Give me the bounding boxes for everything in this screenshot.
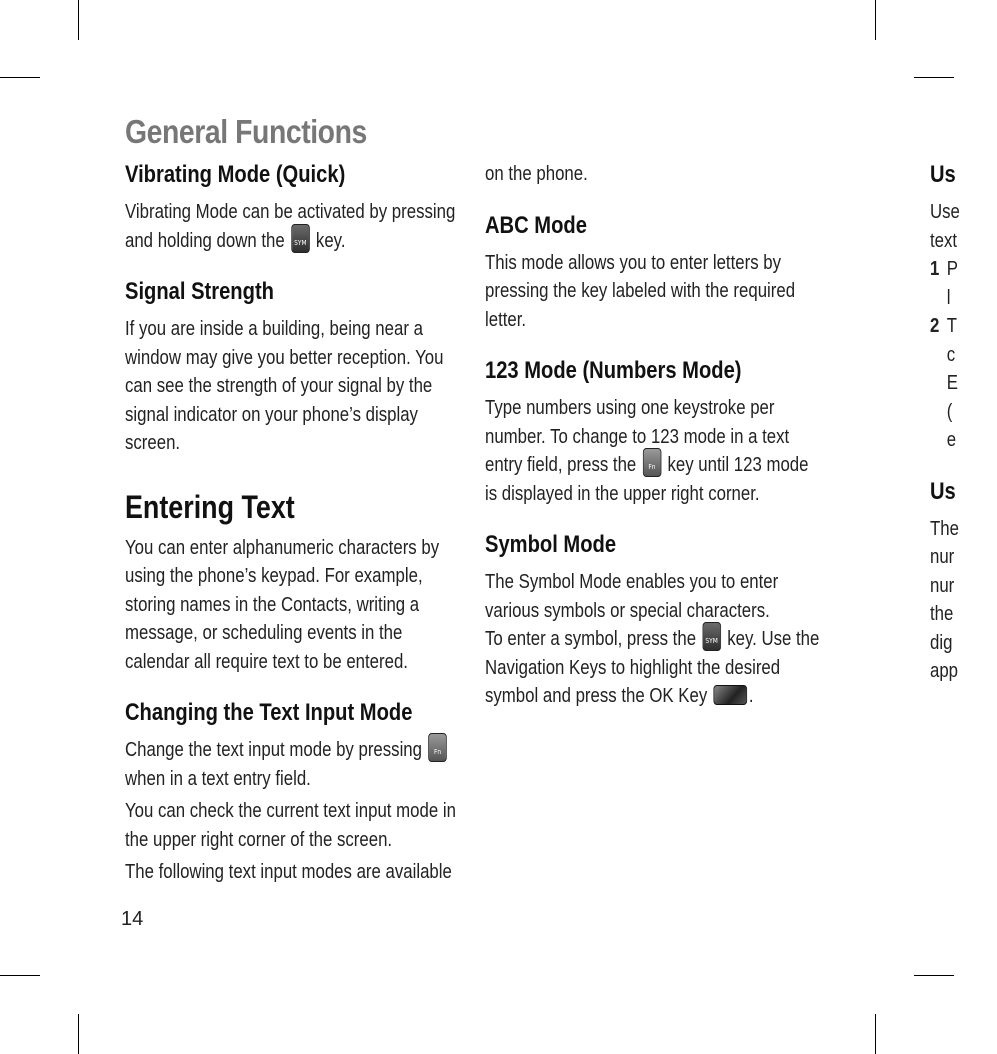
crop-mark bbox=[875, 1014, 876, 1054]
sym-key-icon: SYM bbox=[702, 622, 720, 651]
changing-mode-heading: Changing the Text Input Mode bbox=[125, 699, 413, 726]
page-title: General Functions bbox=[125, 113, 367, 150]
right-step-2: 2 T c E ( e bbox=[930, 315, 959, 451]
sym-key-icon: SYM bbox=[291, 224, 309, 253]
crop-mark bbox=[0, 77, 40, 78]
continued-text: on the phone. bbox=[485, 163, 588, 185]
signal-strength-heading: Signal Strength bbox=[125, 278, 274, 305]
right-line: text bbox=[930, 229, 958, 252]
entering-text-heading: Entering Text bbox=[125, 488, 295, 525]
abc-mode-text: This mode allows you to enter letters by pressing the key labeled with the required letter. bbox=[485, 251, 796, 331]
symbol-mode-text-2: To enter a symbol, press the SYM key. Use the Navigation Keys to highlight the desired symbol and press the OK Key . bbox=[485, 625, 825, 711]
crop-mark bbox=[78, 1014, 79, 1054]
symbol-mode-text-1: The Symbol Mode enables you to enter various symbols or special characters. bbox=[485, 571, 779, 622]
vibrating-mode-heading: Vibrating Mode (Quick) bbox=[125, 161, 346, 188]
crop-mark bbox=[875, 0, 876, 40]
crop-mark bbox=[78, 0, 79, 40]
page-number: 14 bbox=[121, 908, 144, 930]
fn-key-icon: Fn bbox=[643, 448, 661, 477]
right-heading-1: Us bbox=[930, 161, 956, 188]
vibrating-mode-text: Vibrating Mode can be activated by pressing and holding down the SYM key. bbox=[125, 201, 456, 252]
symbol-mode-heading: Symbol Mode bbox=[485, 531, 617, 558]
right-step-1: 1 P l bbox=[930, 258, 959, 309]
middle-column bbox=[485, 160, 825, 711]
ok-key-icon bbox=[714, 685, 748, 705]
changing-mode-text-2: You can check the current text input mode in the upper right corner of the screen. bbox=[125, 800, 456, 851]
left-column bbox=[125, 160, 465, 887]
entering-text-text: You can enter alphanumeric characters by using the phone’s keypad. For example, storing names in the Contacts, writing a message, or scheduling events in the calendar all require text to be entered. bbox=[125, 536, 440, 673]
signal-strength-text: If you are inside a building, being near a window may give you better reception. You can see the strength of your signal by the signal indicator on your phone’s display screen. bbox=[125, 318, 444, 454]
changing-mode-text-3: The following text input modes are available bbox=[125, 861, 452, 883]
crop-mark bbox=[914, 77, 954, 78]
crop-mark bbox=[914, 975, 954, 976]
changing-mode-text-1: Change the text input mode by pressing Fn when in a text entry field. bbox=[125, 736, 465, 793]
abc-mode-heading: ABC Mode bbox=[485, 211, 587, 239]
number-mode-heading: 123 Mode (Numbers Mode) bbox=[485, 357, 742, 384]
crop-mark bbox=[0, 975, 40, 976]
fn-key-icon: Fn bbox=[428, 733, 446, 762]
right-heading-2: Us bbox=[930, 477, 956, 505]
number-mode-text: Type numbers using one keystroke per number. To change to 123 mode in a text entry field, press the Fn key until 123 mode is displayed in the upper right corner. bbox=[485, 397, 809, 505]
right-line: Use bbox=[930, 201, 960, 223]
right-column-clipped: Us Use text 1 P l 2 T c E ( e Us The nur nur the dig app bbox=[930, 160, 990, 686]
